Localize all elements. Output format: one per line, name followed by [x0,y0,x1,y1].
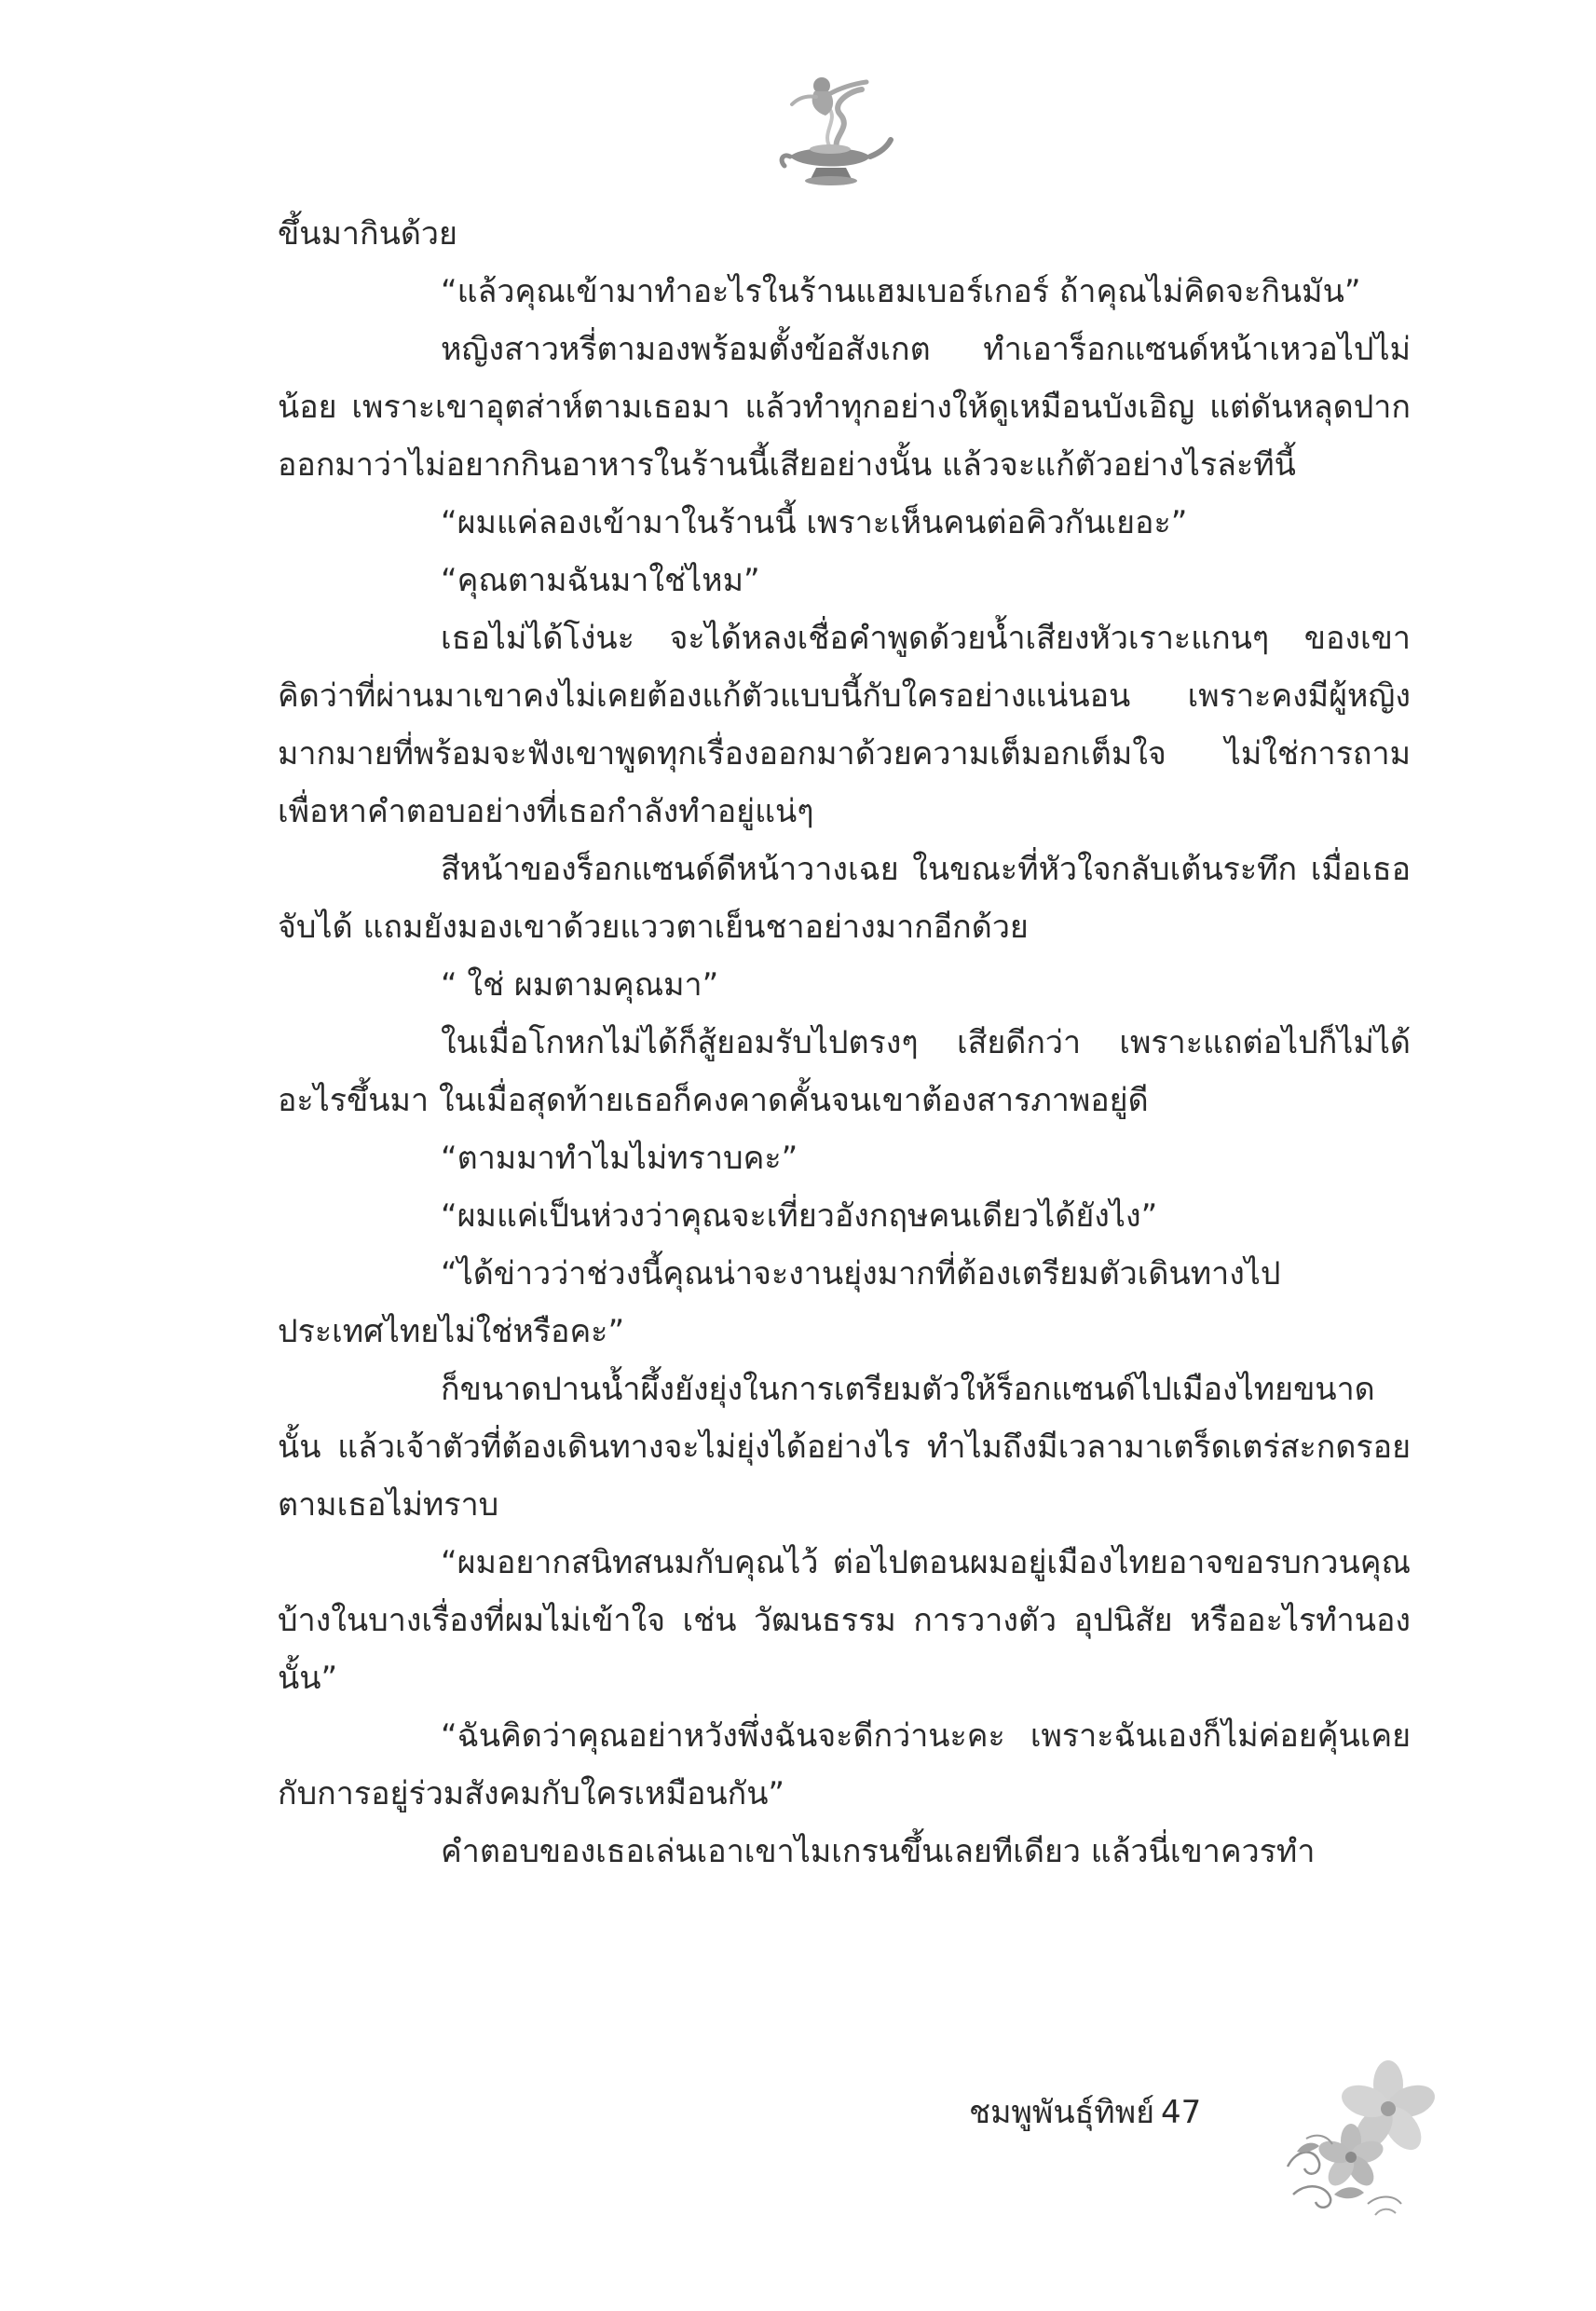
paragraph: เธอไม่ได้โง่นะ จะได้หลงเชื่อคำพูดด้วยน้ำเสียงหัวเราะแกนๆ ของเขา คิดว่าที่ผ่านมาเขาคงไม่เคยต้องแก้ตัวแบบนี้กับใครอย่างแน่นอน เพราะคงมีผู้หญิงมากมายที่พร้อมจะฟังเขาพูดทุกเรื่องออกมาด้วยความเต็มอกเต็มใจ ไม่ใช่การถามเพื่อหาคำตอบอย่างที่เธอกำลังทำอยู่แน่ๆ [278,620,1411,830]
paragraph: หญิงสาวหรี่ตามองพร้อมตั้งข้อสังเกต ทำเอาร็อกแซนด์หน้าเหวอไปไม่น้อย เพราะเขาอุตส่าห์ตามเธอมา แล้วทำทุกอย่างให้ดูเหมือนบังเอิญ แต่ดันหลุดปากออกมาว่าไม่อยากกินอาหารในร้านนี้เสียอย่างนั้น แล้วจะแก้ตัวอย่างไรล่ะทีนี้ [278,331,1411,484]
paragraph: “ ใช่ ผมตามคุณมา” [441,966,719,1004]
paragraph: “ฉันคิดว่าคุณอย่าหวังพึ่งฉันจะดีกว่านะคะ เพราะฉันเองก็ไม่ค่อยคุ้นเคยกับการอยู่ร่วมสังคมกับใครเหมือนกัน” [278,1717,1411,1812]
paragraph: ขึ้นมากินด้วย [278,215,457,253]
flower-ornament-icon [1278,2055,1446,2222]
paragraph: คำตอบของเธอเล่นเอาเขาไมเกรนขึ้นเลยทีเดียว แล้วนี่เขาควรทำ [441,1833,1316,1870]
paragraph: “คุณตามฉันมาใช่ไหม” [441,562,760,599]
page-number: 47 [1161,2094,1202,2131]
paragraph: “ผมแค่เป็นห่วงว่าคุณจะเที่ยวอังกฤษคนเดียวได้ยังไง” [441,1197,1158,1235]
paragraph: ก็ขนาดปานน้ำผึ้งยังยุ่งในการเตรียมตัวให้ร็อกแซนด์ไปเมืองไทยขนาดนั้น แล้วเจ้าตัวที่ต้องเดินทางจะไม่ยุ่งได้อย่างไร ทำไมถึงมีเวลามาเตร็ดเตร่สะกดรอยตามเธอไม่ทราบ [278,1371,1411,1524]
paragraph: “ผมอยากสนิทสนมกับคุณไว้ ต่อไปตอนผมอยู่เมืองไทยอาจขอรบกวนคุณบ้างในบางเรื่องที่ผมไม่เข้าใจ เช่น วัฒนธรรม การวางตัว อุปนิสัย หรืออะไรทำนองนั้น” [278,1544,1411,1697]
body-text [278,205,1411,1880]
paragraph: “แล้วคุณเข้ามาทำอะไรในร้านแฮมเบอร์เกอร์ ถ้าคุณไม่คิดจะกินมัน” [441,273,1361,310]
genie-lamp-icon [773,63,894,194]
paragraph: สีหน้าของร็อกแซนด์ดีหน้าวางเฉย ในขณะที่หัวใจกลับเต้นระทึก เมื่อเธอจับได้ แถมยังมองเขาด้วยแววตาเย็นชาอย่างมากอีกด้วย [278,851,1411,946]
running-footer-title: ชมพูพันธุ์ทิพย์ [969,2094,1155,2131]
paragraph: “ตามมาทำไมไม่ทราบคะ” [441,1140,798,1177]
paragraph: ในเมื่อโกหกไม่ได้ก็สู้ยอมรับไปตรงๆ เสียดีกว่า เพราะแถต่อไปก็ไม่ได้อะไรขึ้นมา ในเมื่อสุดท้ายเธอก็คงคาดคั้นจนเขาต้องสารภาพอยู่ดี [278,1024,1411,1119]
paragraph: “ได้ข่าวว่าช่วงนี้คุณน่าจะงานยุ่งมากที่ต้องเตรียมตัวเดินทางไปประเทศไทยไม่ใช่หรือคะ” [278,1255,1281,1350]
paragraph: “ผมแค่ลองเข้ามาในร้านนี้ เพราะเห็นคนต่อคิวกันเยอะ” [441,504,1188,541]
